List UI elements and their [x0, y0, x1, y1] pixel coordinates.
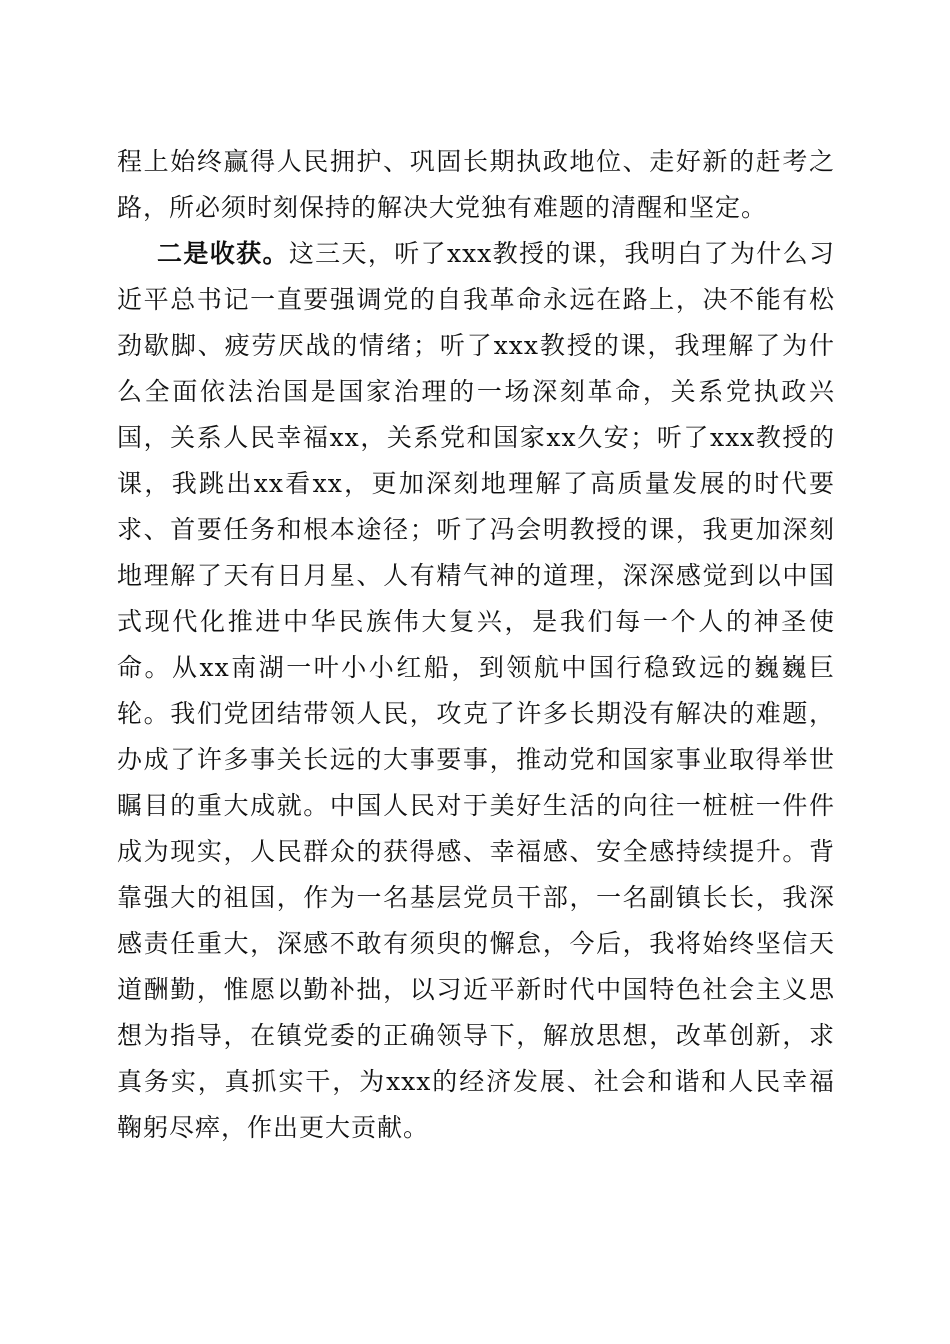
paragraph-lead-heading: 二是收获。 [157, 239, 289, 268]
paragraph-harvest [117, 231, 835, 1151]
paragraph-continuation: 程上始终赢得人民拥护、巩固长期执政地位、走好新的赶考之路，所必须时刻保持的解决大党独有难题的清醒和坚定。 [117, 147, 835, 222]
paragraph-body: 这三天，听了xxx教授的课，我明白了为什么习近平总书记一直要强调党的自我革命永远在路上，决不能有松劲歇脚、疲劳厌战的情绪；听了xxx教授的课，我理解了为什么全面依法治国是国家治理的一场深刻革命，关系党执政兴国，关系人民幸福xx，关系党和国家xx久安；听了xxx教授的课，我跳出xx看xx，更加深刻地理解了高质量发展的时代要求、首要任务和根本途径；听了冯会明教授的课，我更加深刻地理解了天有日月星、人有精气神的道理，深深感觉到以中国式现代化推进中华民族伟大复兴，是我们每一个人的神圣使命。从xx南湖一叶小小红船，到领航中国行稳致远的巍巍巨轮。我们党团结带领人民，攻克了许多长期没有解决的难题，办成了许多事关长远的大事要事，推动党和国家事业取得举世瞩目的重大成就。中国人民对于美好生活的向往一桩桩一件件成为现实，人民群众的获得感、幸福感、安全感持续提升。背靠强大的祖国，作为一名基层党员干部，一名副镇长长，我深感责任重大，深感不敢有须臾的懈怠，今后，我将始终坚信天道酬勤，惟愿以勤补拙，以习近平新时代中国特色社会主义思想为指导，在镇党委的正确领导下，解放思想，改革创新，求真务实，真抓实干，为xxx的经济发展、社会和谐和人民幸福鞠躬尽瘁，作出更大贡献。 [117, 239, 835, 1142]
